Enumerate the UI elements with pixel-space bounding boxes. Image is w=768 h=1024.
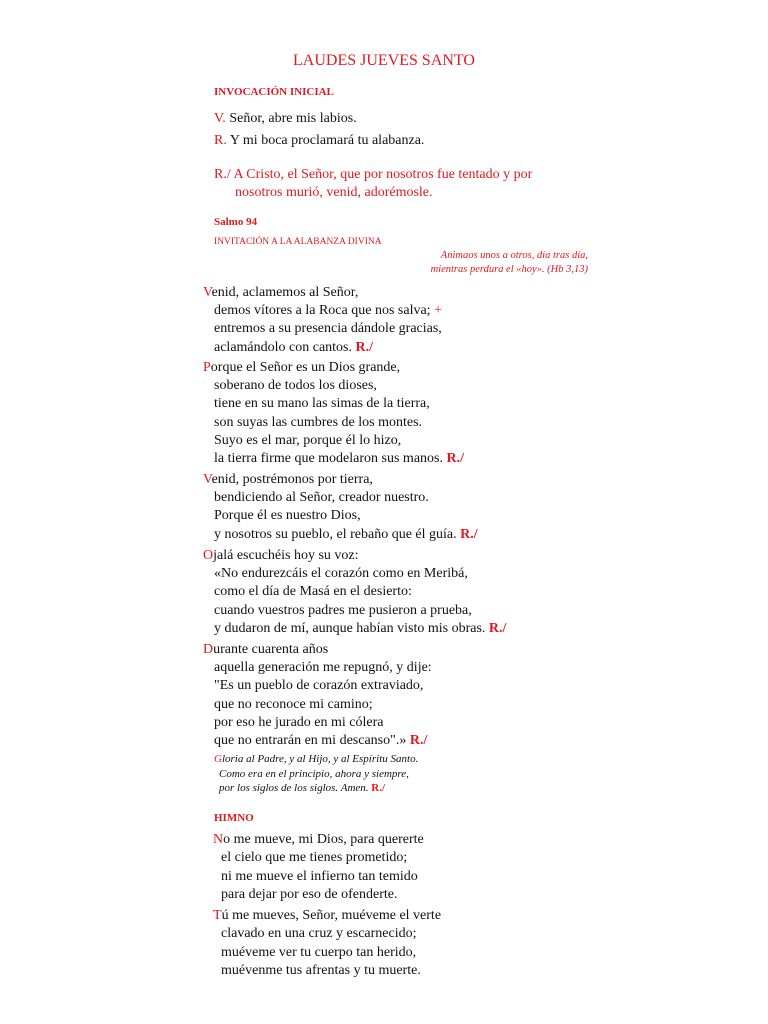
antiphon-label: R./ bbox=[214, 167, 231, 182]
section-heading-invocacion: INVOCACIÓN INICIAL bbox=[214, 86, 334, 98]
drop-initial: P bbox=[203, 360, 211, 375]
versicle bbox=[214, 111, 357, 127]
response-mark: R./ bbox=[446, 451, 464, 467]
psalm-heading: Salmo 94 bbox=[214, 216, 258, 228]
gloria-doxology: Gloria al Padre, y al Hijo, y al Espíritu Santo. Como era en el principio, ahora y siempre, por los siglos de los siglos. Amen. R./ bbox=[214, 753, 419, 795]
response-mark: R./ bbox=[409, 733, 428, 749]
antiphon-line-1: R./ A Cristo, el Señor, que por nosotros fue tentado y por bbox=[214, 167, 533, 182]
response-mark: R./ bbox=[460, 526, 478, 542]
versicle-text: Señor, abre mis labios. bbox=[225, 111, 357, 126]
psalm-citation-line-2: mientras perdura el «hoy». (Hb 3,13) bbox=[430, 264, 588, 275]
response-label: R. bbox=[214, 133, 227, 148]
antiphon-line-2: nosotros murió, venid, adorémosle. bbox=[235, 185, 433, 200]
page-title: LAUDES JUEVES SANTO bbox=[293, 52, 475, 69]
drop-initial: D bbox=[203, 642, 214, 657]
psalm-stanza-4: Ojalá escuchéis hoy su voz: «No endurezcáis el corazón como en Meribá, como el día de Masá en el desierto: cuando vuestros padres me pusieron a prueba, y dudaron de mí, aunque habían visto mis obras. R./ bbox=[203, 548, 507, 636]
response-mark: R./ bbox=[488, 620, 507, 636]
response-mark: R./ bbox=[371, 782, 386, 795]
psalm-stanza-2: Porque el Señor es un Dios grande, soberano de todos los dioses, tiene en su mano las simas de la tierra, son suyas las cumbres de los montes. Suyo es el mar, porque él lo hizo, la tierra firme que modelaron sus manos. R./ bbox=[203, 360, 464, 467]
section-heading-himno: HIMNO bbox=[214, 812, 254, 824]
plus-mark: + bbox=[434, 303, 442, 319]
drop-initial: V bbox=[203, 285, 212, 300]
drop-initial: O bbox=[203, 548, 214, 563]
psalm-stanza-5: Durante cuarenta años aquella generación me repugnó, y dije: "Es un pueblo de corazón extraviado, que no reconoce mi camino; por eso he jurado en mi cólera que no entrarán en mi descanso".» R./ bbox=[203, 642, 432, 749]
drop-initial: V bbox=[203, 472, 212, 487]
response bbox=[214, 133, 424, 149]
versicle-label: V. bbox=[214, 111, 226, 126]
drop-initial: T bbox=[213, 908, 222, 923]
drop-initial: G bbox=[214, 753, 222, 765]
response-mark: R./ bbox=[355, 339, 374, 355]
psalm-stanza-3: Venid, postrémonos por tierra, bendiciendo al Señor, creador nuestro. Porque él es nuestro Dios, y nosotros su pueblo, el rebaño que él guía. R./ bbox=[203, 472, 478, 542]
response-text: Y mi boca proclamará tu alabanza. bbox=[226, 133, 425, 148]
hymn-stanza-1: No me mueve, mi Dios, para quererte el cielo que me tienes prometido; ni me mueve el infierno tan temido para dejar por eso de ofenderte. bbox=[213, 832, 424, 903]
psalm-citation-line-1: Animaos unos a otros, día tras día, bbox=[440, 250, 588, 261]
hymn-stanza-2: Tú me mueves, Señor, muéveme el verte clavado en una cruz y escarnecido; muéveme ver tu cuerpo tan herido, muévenme tus afrentas y tu muerte. bbox=[213, 908, 442, 979]
psalm-stanza-1: Venid, aclamemos al Señor, demos vítores a la Roca que nos salva; + entremos a su presencia dándole gracias, aclamándolo con cantos. R./ bbox=[203, 285, 442, 355]
psalm-subtitle: INVITACIÓN A LA ALABANZA DIVINA bbox=[214, 237, 382, 247]
drop-initial: N bbox=[213, 832, 224, 847]
